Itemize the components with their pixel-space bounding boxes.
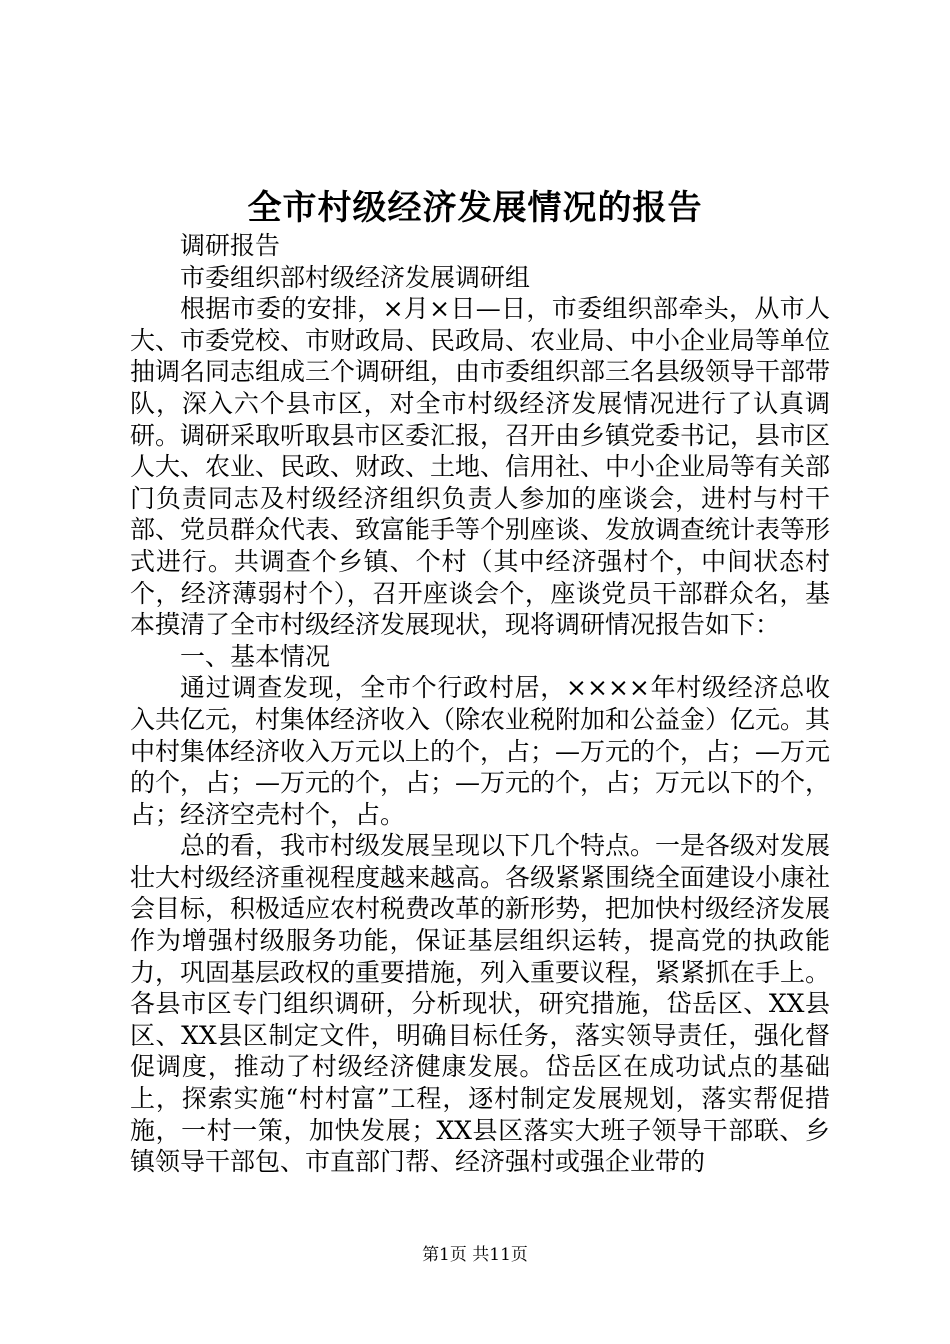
document-body bbox=[130, 230, 830, 1178]
page-footer: 第1页 共11页 bbox=[422, 1245, 528, 1265]
paragraph-report-type: 调研报告 bbox=[180, 231, 281, 260]
document-title: 全市村级经济发展情况的报告 bbox=[247, 188, 703, 228]
paragraph-author: 市委组织部村级经济发展调研组 bbox=[180, 262, 531, 292]
paragraph-characteristics: 总的看，我市村级发展呈现以下几个特点。一是各级对发展壮大村级经济重视程度越来越高。各级紧紧围绕全面建设小康社会目标，积极适应农村税费改革的新形势，把加快村级经济发展作为增强村级服务功能，保证基层组织运转，提高党的执政能力，巩固基层政权的重要措施，列入重要议程，紧紧抓在手上。各县市区专门组织调研，分析现状，研究措施，岱岳区、XX县区、XX县区制定文件，明确目标任务，落实领导责任，强化督促调度，推动了村级经济健康发展。岱岳区在成功试点的基础上，探索实施“村村富”工程，逐村制定发展规划，落实帮促措施，一村一策，加快发展；XX县区落实大班子领导干部联、乡镇领导干部包、市直部门帮、经济强村或强企业带的 bbox=[130, 831, 831, 1177]
paragraph-intro: 根据市委的安排，×月×日—日，市委组织部牵头，从市人大、市委党校、市财政局、民政局、农业局、中小企业局等单位抽调名同志组成三个调研组，由市委组织部三名县级领导干部带队，深入六个县市区，对全市村级经济发展情况进行了认真调研。调研采取听取县市区委汇报，召开由乡镇党委书记，县市区人大、农业、民政、财政、土地、信用社、中小企业局等有关部门负责同志及村级经济组织负责人参加的座谈会，进村与村干部、党员群众代表、致富能手等个别座谈、发放调查统计表等形式进行。共调查个乡镇、个村（其中经济强村个，中间状态村个，经济薄弱村个），召开座谈会个，座谈党员干部群众名，基本摸清了全市村级经济发展现状，现将调研情况报告如下： bbox=[130, 294, 831, 640]
section-heading-basic: 一、基本情况 bbox=[180, 641, 331, 671]
paragraph-survey-findings: 通过调查发现，全市个行政村居，××××年村级经济总收入共亿元，村集体经济收入（除农业税附加和公益金）亿元。其中村集体经济收入万元以上的个，占；—万元的个，占；—万元的个，占；—万元的个，占；—万元的个，占；万元以下的个，占；经济空壳村个，占。 bbox=[130, 673, 831, 829]
